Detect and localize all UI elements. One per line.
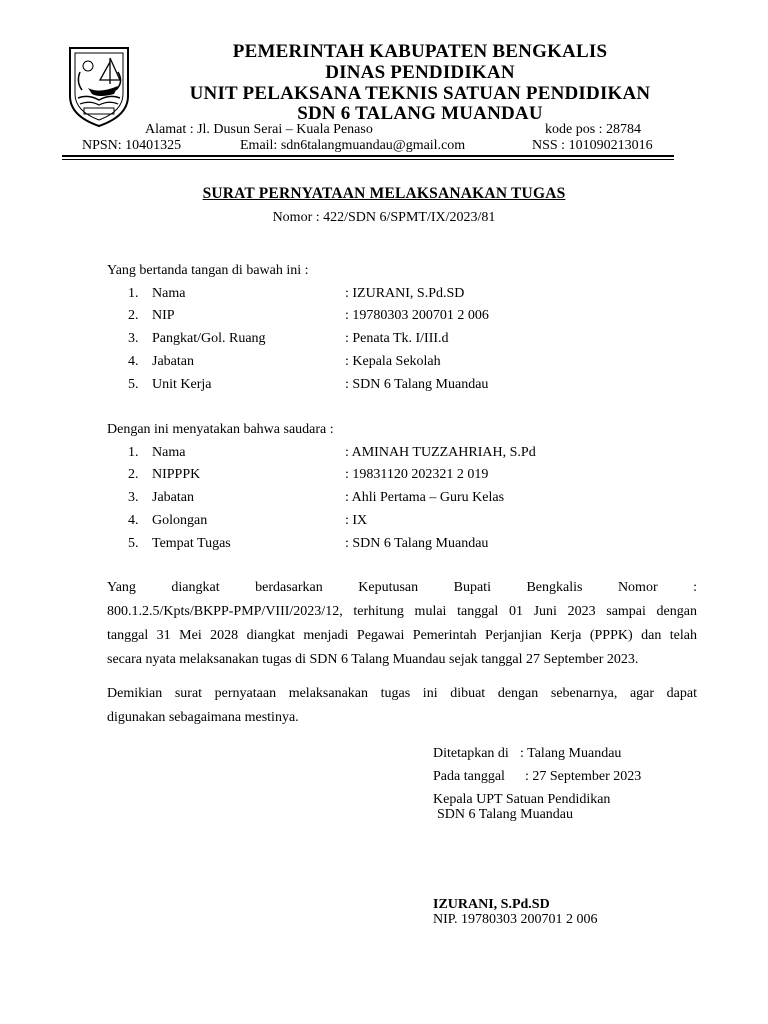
paragraph-line: digunakan sebagaimana mestinya. — [107, 710, 299, 725]
field-label: Jabatan — [152, 490, 194, 505]
signer-row — [0, 308, 768, 328]
letterhead-divider — [62, 155, 674, 157]
field-label: NIPPPK — [152, 467, 201, 482]
subject-row — [0, 445, 768, 465]
signer-row — [0, 354, 768, 374]
subject-row — [0, 490, 768, 510]
field-label: Golongan — [152, 513, 208, 528]
letterhead-school-name: SDN 6 TALANG MUANDAU — [297, 103, 543, 124]
date-label: Pada tanggal — [433, 769, 505, 784]
letterhead-line-2: DINAS PENDIDIKAN — [325, 62, 515, 83]
paragraph-line: Demikian surat pernyataan melaksanakan tugas ini dibuat dengan sebenarnya, agar dapat — [107, 686, 697, 701]
signer-row — [0, 377, 768, 397]
field-value: : IZURANI, S.Pd.SD — [345, 286, 465, 301]
paragraph-line: Yang diangkat berdasarkan Keputusan Bupati Bengkalis Nomor : — [107, 580, 697, 595]
intro-signer: Yang bertanda tangan di bawah ini : — [107, 263, 309, 278]
field-value: : Penata Tk. I/III.d — [345, 331, 449, 346]
field-value: : AMINAH TUZZAHRIAH, S.Pd — [345, 445, 536, 460]
row-number: 5. — [128, 536, 139, 551]
row-number: 4. — [128, 513, 139, 528]
field-label: Jabatan — [152, 354, 194, 369]
field-label: Unit Kerja — [152, 377, 212, 392]
row-number: 2. — [128, 467, 139, 482]
field-label: Nama — [152, 286, 186, 301]
field-value: : Ahli Pertama – Guru Kelas — [345, 490, 505, 505]
field-label: Pangkat/Gol. Ruang — [152, 331, 266, 346]
row-number: 1. — [128, 286, 139, 301]
letterhead-line-3: UNIT PELAKSANA TEKNIS SATUAN PENDIDIKAN — [189, 83, 651, 104]
intro-subject: Dengan ini menyatakan bahwa saudara : — [107, 422, 334, 437]
subject-row — [0, 513, 768, 533]
field-value: : Kepala Sekolah — [345, 354, 441, 369]
field-value: : 19780303 200701 2 006 — [345, 308, 489, 323]
row-number: 2. — [128, 308, 139, 323]
body-paragraph-closing — [107, 682, 697, 730]
field-value: : 19831120 202321 2 019 — [345, 467, 489, 482]
bengkalis-regency-emblem-icon — [66, 44, 132, 128]
paragraph-line: secara nyata melaksanakan tugas di SDN 6 Talang Muandau sejak tanggal 27 September 2023. — [107, 652, 639, 667]
npsn: NPSN: 10401325 — [82, 138, 182, 153]
signer-row — [0, 286, 768, 306]
subject-row — [0, 467, 768, 487]
postal-code: kode pos : 28784 — [545, 122, 642, 137]
field-label: NIP — [152, 308, 175, 323]
signer-position: Kepala UPT Satuan Pendidikan — [433, 792, 611, 807]
row-number: 3. — [128, 331, 139, 346]
letter-title: SURAT PERNYATAAN MELAKSANAKAN TUGAS — [202, 185, 566, 202]
paragraph-line: tanggal 31 Mei 2028 diangkat menjadi Pegawai Pemerintah Perjanjian Kerja (PPPK) dan telah — [107, 628, 697, 643]
field-value: : IX — [345, 513, 368, 528]
paragraph-line: 800.1.2.5/Kpts/BKPP-PMP/VIII/2023/12, terhitung mulai tanggal 01 Juni 2023 sampai dengan — [107, 604, 697, 619]
row-number: 4. — [128, 354, 139, 369]
row-number: 3. — [128, 490, 139, 505]
row-number: 5. — [128, 377, 139, 392]
signer-row — [0, 331, 768, 351]
date-value: : 27 September 2023 — [525, 769, 642, 784]
letterhead-divider-thin — [62, 159, 674, 160]
field-value: : SDN 6 Talang Muandau — [345, 536, 489, 551]
place-value: : Talang Muandau — [520, 746, 622, 761]
signer-name: IZURANI, S.Pd.SD — [433, 897, 550, 912]
field-value: : SDN 6 Talang Muandau — [345, 377, 489, 392]
nss: NSS : 101090213016 — [532, 138, 653, 153]
subject-row — [0, 536, 768, 556]
signer-school: SDN 6 Talang Muandau — [437, 807, 574, 822]
school-email: Email: sdn6talangmuandau@gmail.com — [240, 138, 466, 153]
field-label: Nama — [152, 445, 186, 460]
signer-nip: NIP. 19780303 200701 2 006 — [433, 912, 598, 927]
place-label: Ditetapkan di — [433, 746, 509, 761]
row-number: 1. — [128, 445, 139, 460]
letter-number: Nomor : 422/SDN 6/SPMT/IX/2023/81 — [272, 210, 496, 225]
body-paragraph-appointment — [107, 576, 697, 672]
field-label: Tempat Tugas — [152, 536, 231, 551]
letterhead-line-1: PEMERINTAH KABUPATEN BENGKALIS — [232, 41, 608, 62]
school-address: Alamat : Jl. Dusun Serai – Kuala Penaso — [145, 122, 373, 137]
